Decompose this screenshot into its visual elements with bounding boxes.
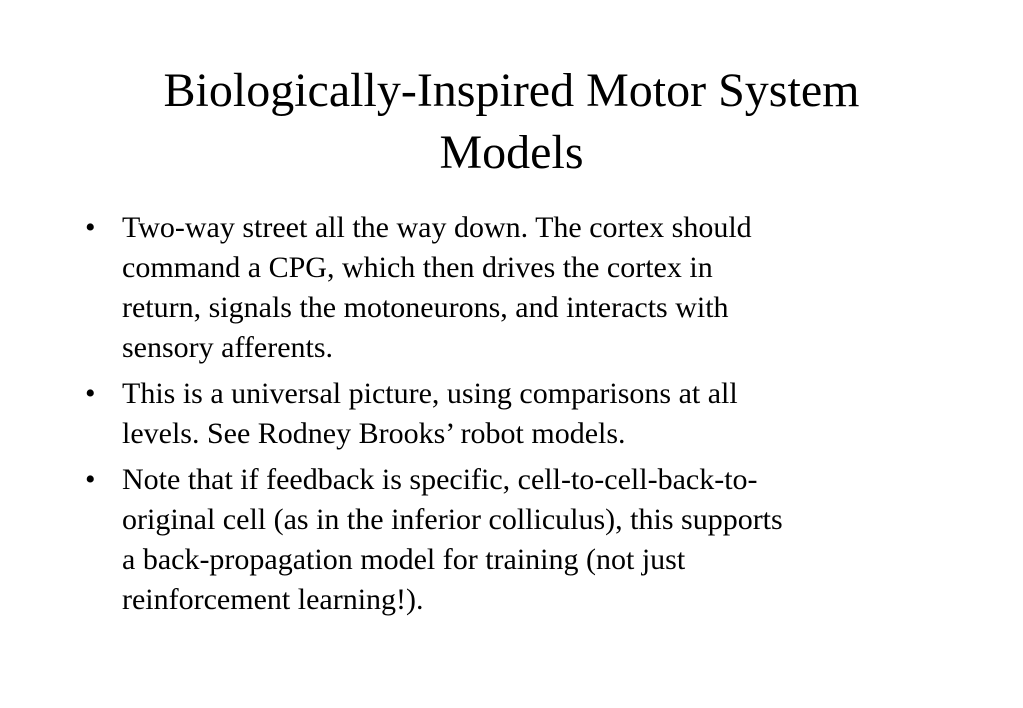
bullet-item [85,374,965,454]
bullet-line: sensory afferents. [122,331,334,364]
bullet-item [85,208,965,368]
bullet-line: a back-propagation model for training (not just [122,543,686,576]
bullet-line: command a CPG, which then drives the cortex in [122,251,713,284]
bullet-marker: • [85,377,96,410]
bullet-line: original cell (as in the inferior colliculus), this supports [122,503,783,536]
bullet-line: reinforcement learning!). [122,583,424,616]
bullet-line: levels. See Rodney Brooks’ robot models. [122,417,626,450]
slide-title-line: Models [439,126,584,179]
bullet-item [85,460,965,620]
bullet-list [85,208,965,626]
bullet-line: This is a universal picture, using comparisons at all [122,377,738,410]
bullet-line: return, signals the motoneurons, and interacts with [122,291,729,324]
bullet-marker: • [85,463,96,496]
bullet-line: Note that if feedback is specific, cell-to-cell-back-to- [122,463,758,496]
bullet-line: Two-way street all the way down. The cortex should [122,211,752,244]
bullet-marker: • [85,211,96,244]
slide-title [60,60,963,184]
slide-title-line: Biologically-Inspired Motor System [163,64,860,117]
